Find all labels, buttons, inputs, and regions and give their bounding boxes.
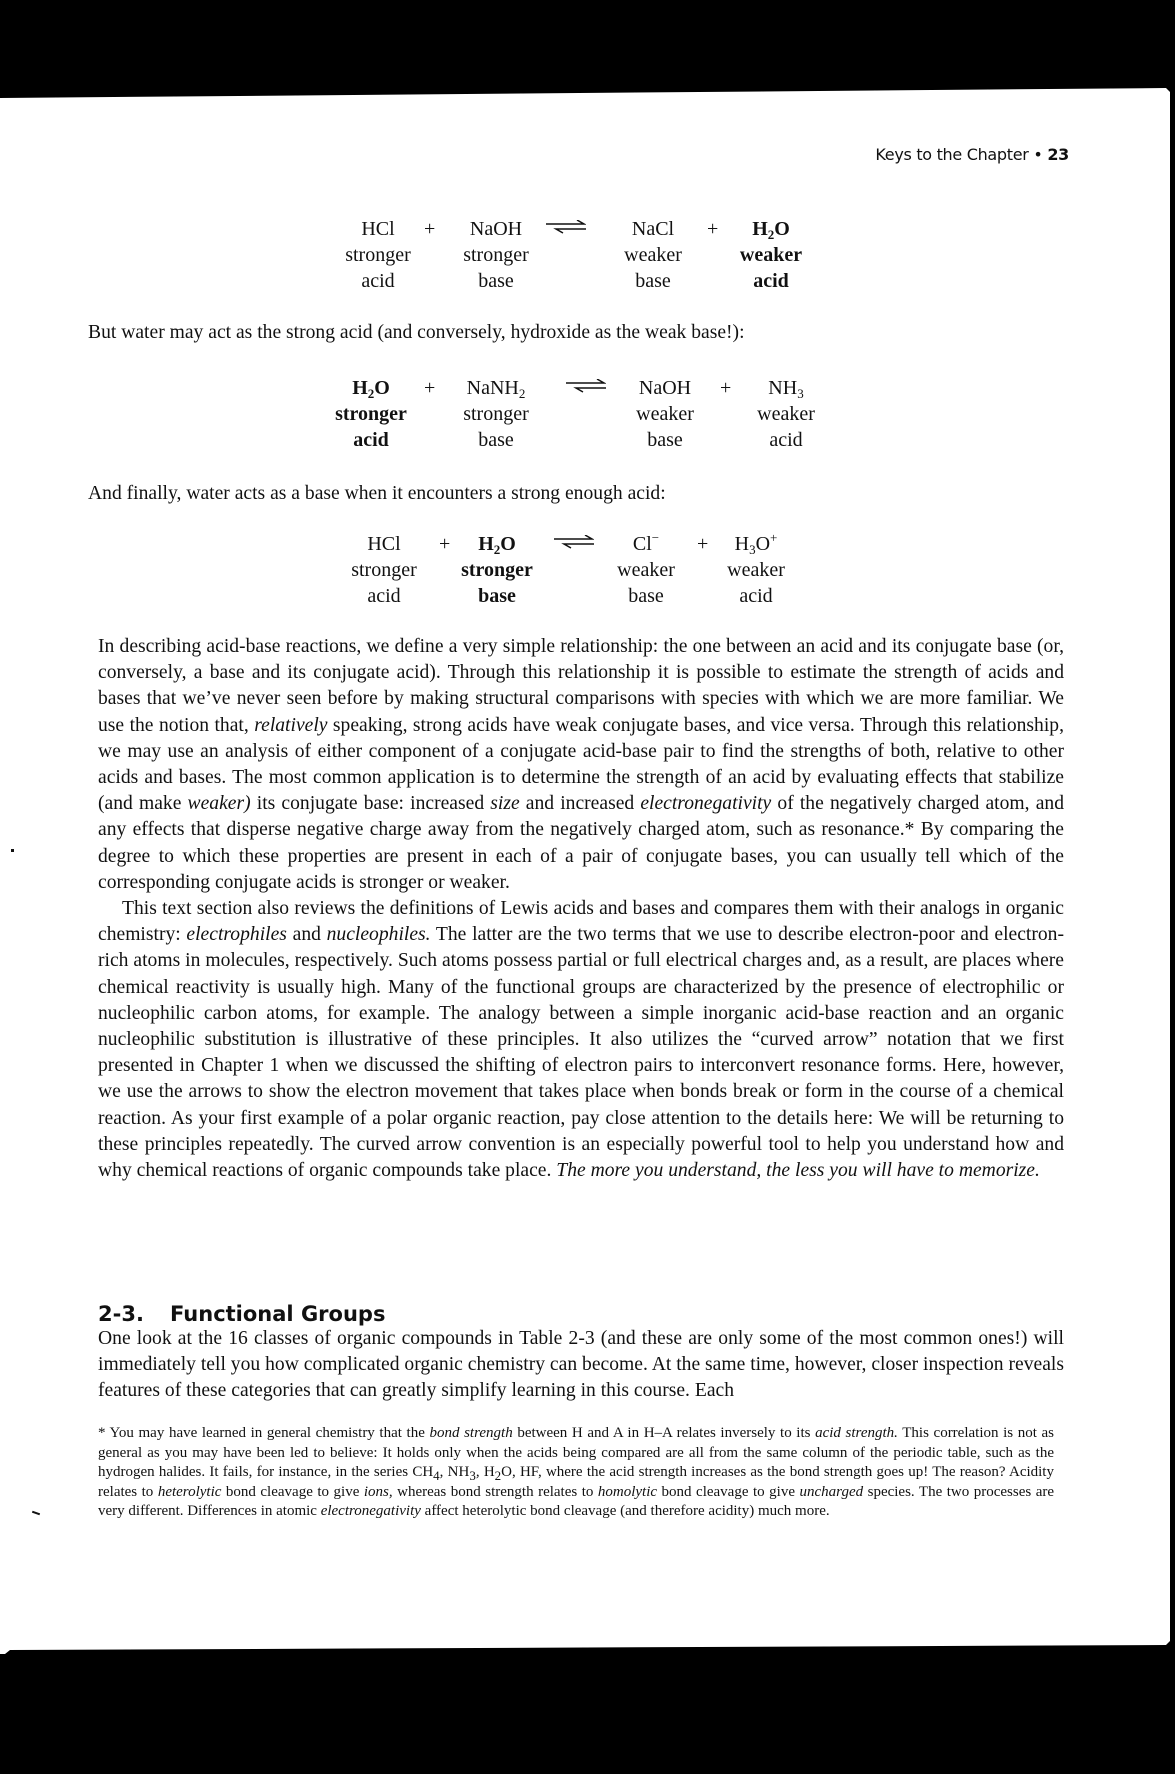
product-naoh: NaOH weaker base bbox=[636, 377, 694, 451]
intro-text-3: And finally, water acts as a base when it encounters a strong enough acid: bbox=[88, 483, 666, 504]
product-chloride: Cl− weaker base bbox=[617, 530, 675, 607]
section-heading bbox=[98, 1302, 385, 1326]
reactant-naoh: NaOH stronger base bbox=[463, 218, 529, 292]
plus-sign: + bbox=[424, 377, 436, 399]
product-water: $H_2O$ weaker acid bbox=[739, 218, 803, 292]
footnote: * You may have learned in general chemistry that the bond strength between H and A in H–A relates inversely to its acid strength. This correlation is not as general as you may have been led to believe: It holds only when the acids being compared are all from the same column of the periodic table, such as the hydrogen halides. It fails, for instance, in the series $CH_4$, $NH_3$, $H_2O$, HF, where the acid strength increases as the bond strength goes up! The reason? Acidity relates to heterolytic bond cleavage to give ions, whereas bond strength relates to homolytic bond cleavage to give uncharged species. The two processes are very different. Differences in atomic electronegativity affect heterolytic bond cleavage (and therefore acidity) much more. bbox=[98, 1425, 1055, 1519]
intro-text-2: But water may act as the strong acid (and conversely, hydroxide as the weak base!): bbox=[88, 322, 745, 343]
product-ammonia: $NH_3$ weaker acid bbox=[757, 377, 815, 451]
section-body bbox=[98, 1326, 1064, 1405]
bullet-separator: • bbox=[1033, 145, 1043, 164]
plus-sign: + bbox=[720, 377, 732, 399]
paragraph-functional-groups: One look at the 16 classes of organic compounds in Table 2-3 (and these are only some of the most common ones!) will immediately tell you how complicated organic chemistry can become. At the same time, however, closer inspection reveals features of these categories that can greatly simplify learning in this course. Each bbox=[98, 1328, 1064, 1402]
section-number: 2-3. bbox=[98, 1302, 144, 1326]
plus-sign: + bbox=[439, 533, 451, 555]
plus-sign: + bbox=[707, 218, 719, 240]
reactant-hcl: HCl stronger acid bbox=[351, 533, 417, 607]
running-title: Keys to the Chapter bbox=[875, 145, 1029, 164]
section-title: Functional Groups bbox=[170, 1302, 386, 1326]
plus-sign: + bbox=[424, 218, 436, 240]
reactant-water: $H_2O$ stronger acid bbox=[335, 377, 407, 451]
paragraph-conjugate-acids: In describing acid-base reactions, we define a very simple relationship: the one between an acid and its conjugate base (or, conversely, a base and its conjugate acid). Through this relationship it is possible to estimate the strength of acids and bases that we’ve never seen before by making structural comparisons with species with which we are more familiar. We use the notion that, relatively speaking, strong acids have weak conjugate bases, and vice versa. Through this relationship, we may use an analysis of either component of a conjugate acid-base pair to find the strengths of both, relative to other acids and bases. The most common application is to determine the strength of an acid by evaluating effects that stabilize (and make weaker) its conjugate base: increased size and increased electronegativity of the negatively charged atom, and any effects that disperse negative charge away from the negatively charged atom, such as resonance.* By comparing the degree to which these properties are present in each of a pair of conjugate bases, you can usually tell which of the corresponding conjugate acids is stronger or weaker. bbox=[98, 636, 1064, 893]
reactant-nanh2: NaNH$_2$ stronger base bbox=[463, 377, 529, 451]
reactant-water: $H_2O$ stronger base bbox=[461, 533, 533, 607]
plus-sign: + bbox=[697, 533, 709, 555]
product-nacl: NaCl weaker base bbox=[624, 218, 682, 292]
page-number: 23 bbox=[1047, 145, 1069, 164]
paragraph-lewis-acids: This text section also reviews the definitions of Lewis acids and bases and compares them with their analogs in organic chemistry: electrophiles and nucleophiles. The latter are the two terms that we use to describe electron-poor and electron-rich atoms in molecules, respectively. Such atoms possess partial or full electrical charges and, as a result, are places where chemical reactivity is usually high. Many of the functional groups are characterized by the presence of electrophilic or nucleophilic carbon atoms, for example. The analogy between a simple inorganic acid-base reaction and an organic nucleophilic substitution is illustrative of these principles. It also utilizes the “curved arrow” notation that we first presented in Chapter 1 when we discussed the shifting of electron pairs to interconvert resonance forms. Here, however, we use the arrows to show the electron movement that takes place when bonds break or form in the course of a chemical reaction. As your first example of a polar organic reaction, pay close attention to the details here: We will be returning to these principles repeatedly. The curved arrow convention is an especially powerful tool to help you understand how and why chemical reactions of organic compounds take place. The more you understand, the less you will have to memorize. bbox=[98, 898, 1064, 1182]
body-paragraphs bbox=[98, 634, 1064, 1184]
equilibrium-arrow-icon bbox=[566, 379, 606, 393]
scan-speck bbox=[11, 849, 14, 852]
running-head bbox=[875, 145, 1069, 164]
equilibrium-arrow-icon bbox=[546, 220, 586, 234]
product-hydronium: $H_3O^+$ weaker acid bbox=[727, 530, 785, 607]
equilibrium-arrow-icon bbox=[554, 535, 594, 549]
reactant-hcl: HCl stronger acid bbox=[345, 218, 411, 292]
